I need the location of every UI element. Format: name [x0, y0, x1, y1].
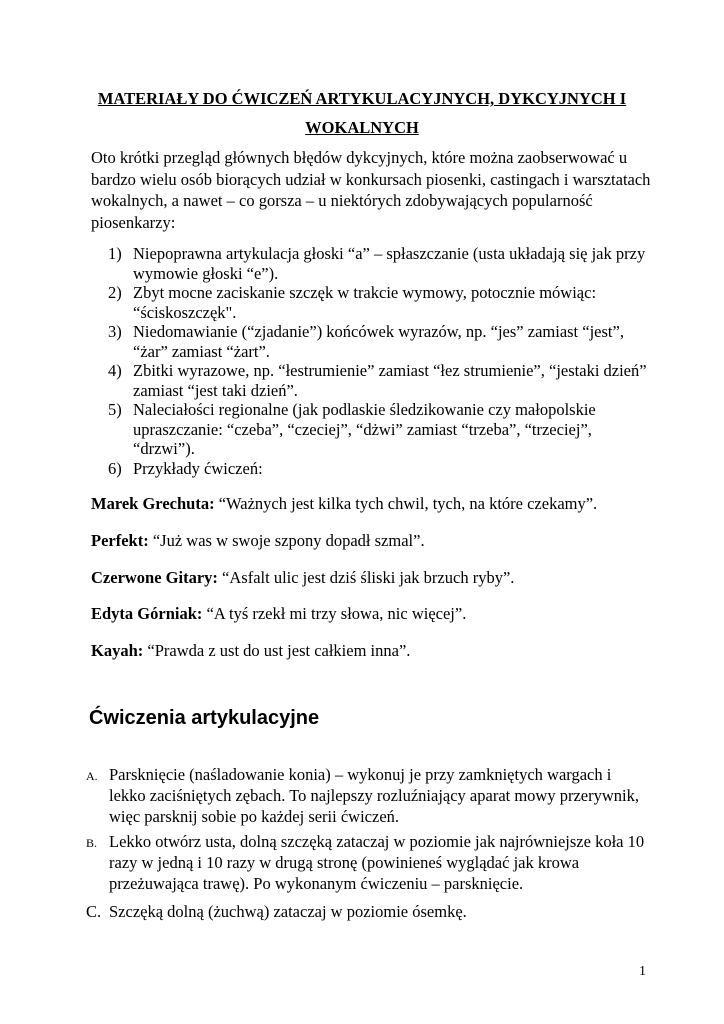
exercise-letter: B.: [86, 836, 98, 850]
exercise-text: Lekko otwórz usta, dolną szczęką zataczaj w poziomie jak najrówniejsze koła 10 razy w jedną i 10 razy w drugą stronę (powinieneś wyglądać jak krowa przeżuwająca trawę). Po wykonanym ćwiczeniu – parsknięcie.: [109, 832, 645, 893]
quote-text: “Już was w swoje szpony dopadł szmal”.: [148, 531, 425, 550]
list-item: [108, 322, 648, 361]
list-item: [108, 459, 648, 479]
section-heading: Ćwiczenia artykulacyjne: [89, 707, 320, 729]
list-item: [108, 361, 648, 400]
exercise-b: [86, 831, 646, 894]
list-item-text: Niepoprawna artykulacja głoski “a” – spłaszczanie (usta układają się jak przy wymowie głoski “e”).: [133, 244, 646, 283]
exercise-a: [86, 764, 646, 827]
list-item-number: 2): [108, 283, 122, 302]
page-number: 1: [639, 964, 646, 979]
errors-list: [108, 244, 648, 478]
list-item: [108, 283, 648, 322]
exercise-letter: A.: [86, 769, 98, 783]
quote-czerwone-gitary: [91, 568, 514, 588]
exercise-text: Szczęką dolną (żuchwą) zataczaj w poziomie ósemkę.: [109, 902, 467, 921]
list-item-number: 4): [108, 361, 122, 380]
document-title-line-2: WOKALNYCH: [305, 118, 419, 137]
quote-text: “Ważnych jest kilka tych chwil, tych, na które czekamy”.: [214, 494, 598, 513]
list-item-number: 5): [108, 400, 122, 419]
document-title-line-1: MATERIAŁY DO ĆWICZEŃ ARTYKULACYJNYCH, DYKCYJNYCH I: [97, 89, 627, 108]
quote-grechuta: [91, 494, 597, 514]
list-item-text: Przykłady ćwiczeń:: [133, 458, 263, 478]
quote-artist: Marek Grechuta:: [91, 494, 215, 513]
quote-kayah: [91, 641, 410, 661]
quote-text: “A tyś rzekł mi trzy słowa, nic więcej”.: [202, 604, 467, 623]
quote-artist: Czerwone Gitary:: [91, 568, 218, 587]
list-item-number: 6): [108, 458, 122, 478]
list-item-number: 1): [108, 244, 122, 263]
quote-gorniak: [91, 604, 466, 624]
list-item-number: 3): [108, 322, 122, 341]
list-item: [108, 244, 648, 283]
quote-perfekt: [91, 531, 425, 551]
list-item-text: Naleciałości regionalne (jak podlaskie śledzikowanie czy małopolskie upraszczanie: “czeba”, “czeciej”, “dżwi” zamiast “trzeba”, “trzeciej”, “drzwi”).: [133, 400, 596, 458]
quote-artist: Kayah:: [91, 641, 144, 660]
quote-artist: Edyta Górniak:: [91, 604, 203, 623]
list-item-text: Zbyt mocne zaciskanie szczęk w trakcie wymowy, potocznie mówiąc: “ściskoszczęk".: [133, 283, 597, 322]
intro-paragraph: Oto krótki przegląd głównych błędów dykcyjnych, które można zaobserwować u bardzo wielu osób biorących udział w konkursach piosenki, castingach i warsztatach wokalnych, a nawet – co gorsza – u niektórych zdobywających popularność piosenkarzy:: [91, 148, 651, 232]
quote-artist: Perfekt:: [91, 531, 149, 550]
list-item-text: Niedomawianie (“zjadanie”) końcówek wyrazów, np. “jes” zamiast “jest”, “żar” zamiast “żart”.: [133, 322, 624, 361]
exercise-c: [86, 901, 646, 922]
exercise-text: Parsknięcie (naśladowanie konia) – wykonuj je przy zamkniętych wargach i lekko zaciśniętych zębach. To najlepszy rozluźniający aparat mowy przerywnik, więc parsknij sobie po każdej serii ćwiczeń.: [109, 765, 639, 826]
list-item-text: Zbitki wyrazowe, np. “łestrumienie” zamiast “łez strumienie”, “jestaki dzień” zamiast “jest taki dzień”.: [133, 361, 647, 400]
list-item: [108, 400, 648, 459]
quote-text: “Prawda z ust do ust jest całkiem inna”.: [143, 641, 411, 660]
exercise-letter: C.: [86, 902, 102, 921]
quote-text: “Asfalt ulic jest dziś śliski jak brzuch ryby”.: [217, 568, 515, 587]
